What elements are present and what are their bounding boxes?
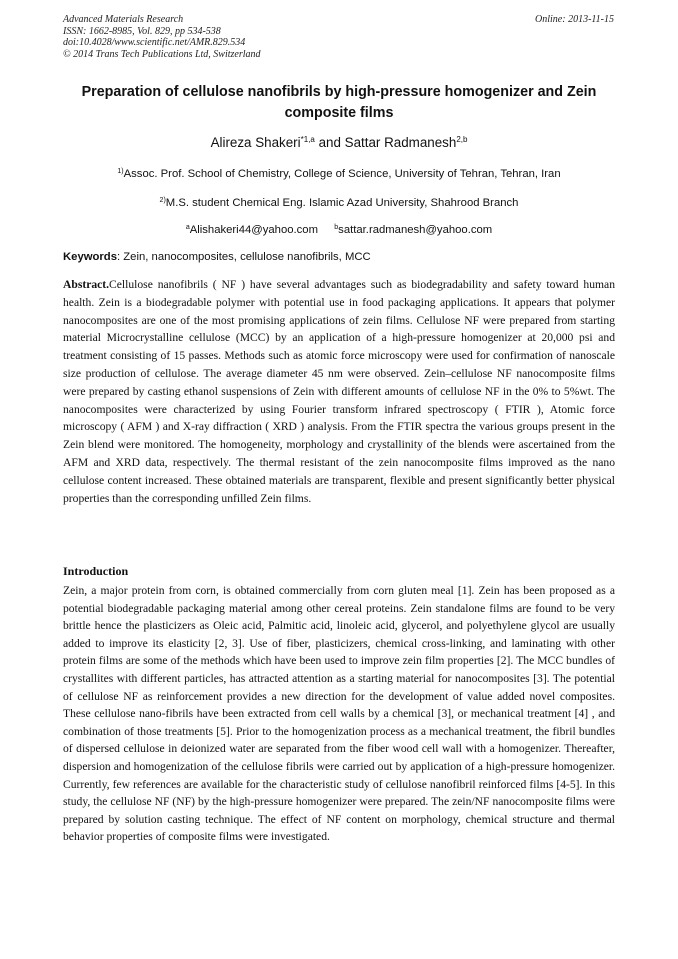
author-1: Alireza Shakeri [210,135,301,150]
abstract-label: Abstract. [63,278,110,291]
author-conjunction: and [314,135,345,150]
author-2: Sattar Radmanesh [344,135,457,150]
author-1-marker: *1,a [300,135,315,144]
keywords [63,250,615,264]
keywords-list: : Zein, nanocomposites, cellulose nanofibrils, MCC [117,251,371,263]
abstract-text: Cellulose nanofibrils ( NF ) have several advantages such as biodegradability and safety toward human health. Zein is a biodegradable polymer with potential use in food packaging applications. It appears that polymer nanocomposites are one of the most promising applications of zein films. Cellulose NF were prepared from starting material Microcrystalline cellulose (MCC) by an application of a high-pressure homogenizer at 20,000 psi and treatment consisting of 15 passes. Methods such as atomic force microscopy were used for confirmation of nanoscale size production of cellulose. The average diameter 45 nm were observed. Zein–cellulose NF nanocomposite films were prepared by casting ethanol suspensions of Zein with different amounts of cellulose NF in the 0% to 5%wt. The nanocomposites were characterized by using Fourier transform infrared spectroscopy ( FTIR ), Atomic force microscopy ( AFM ) and X-ray diffraction ( XRD ) analysis. From the FTIR spectra the various groups present in the Zein blend were monitored. The homogeneity, morphology and crystallinity of the blends were ascertained from the AFM and XRD data, respectively. The thermal resistant of the zein nanocomposite films improved as the nano cellulose content increased. These obtained materials are transparent, flexible and present significantly better physical properties than the corresponding unfilled Zein films. [63,278,615,505]
email-a[interactable]: Alishakeri44@yahoo.com [189,224,318,236]
email-b[interactable]: sattar.radmanesh@yahoo.com [338,224,493,236]
affiliation-1-marker: 1) [117,168,124,175]
section-heading-introduction: Introduction [63,564,129,578]
email-a-marker: a [185,224,190,231]
affiliation-2-text: M.S. student Chemical Eng. Islamic Azad University, Shahrood Branch [165,197,519,209]
author-2-marker: 2,b [456,135,468,144]
copyright-line: © 2014 Trans Tech Publications Ltd, Switzerland [63,48,261,60]
affiliation-1-text: Assoc. Prof. School of Chemistry, College of Science, University of Tehran, Tehran, Iran [123,168,561,180]
journal-name: Advanced Materials Research [63,14,184,25]
introduction-text: Zein, a major protein from corn, is obtained commercially from corn gluten meal [1]. Zein has been proposed as a potential biodegradable packaging material among other cereal proteins. Zein standalone films are found to be very brittle hence the plasticizers as Oleic acid, Palmitic acid, linoleic acid, glycerol, and polyethylene glycol are usually added to improve its elasticity [2, 3]. Use of fiber, plasticizers, chemical cross-linking, and laminating with other protein films are some of the methods which have been used to improve zein film properties [2]. The MCC bundles of crystallites with different particles, has attracted attention as a starting material for nanocomposites [3]. The potential of cellulose NF as reinforcement provides a new direction for the development of value added novel composites. These cellulose nano-fibrils have been extracted from cell walls by a chemical [3], or mechanical treatment [4] , and combination of those treatments [5]. Prior to the homogenization process as a mechanical treatment, the fibril bundles of dispersed cellulose in deionized water are separated from the fiber wood cell wall with a homogenizer. Thereafter, dispersion and homogenization of the cellulose fibrils were carried out by application of a high-pressure homogenizer. Currently, few references are available for the characteristic study of cellulose nanofibril reinforced films [4-5]. In this study, the cellulose NF (NF) by the high-pressure homogenizer were prepared. The zein/NF nanocomposite films were prepared by solution casting technique. The effect of NF content on morphology, chemical structure and thermal behavior properties of composite films were investigated. [63,584,615,844]
doi-line: doi:10.4028/www.scientific.net/AMR.829.534 [63,37,246,48]
email-b-marker: b [334,224,339,231]
affiliation-2 [63,196,615,210]
email-line [63,223,615,237]
keywords-label: Keywords [63,251,117,263]
affiliation-2-marker: 2) [159,197,166,204]
online-date: Online: 2013-11-15 [535,14,614,25]
paper-title: Preparation of cellulose nanofibrils by high-pressure homogenizer and Zein composite films [81,84,597,121]
author-line [63,134,615,152]
affiliation-1 [63,167,615,181]
journal-header [63,14,261,60]
abstract [63,276,615,507]
issn-line: ISSN: 1662-8985, Vol. 829, pp 534-538 [63,25,221,37]
